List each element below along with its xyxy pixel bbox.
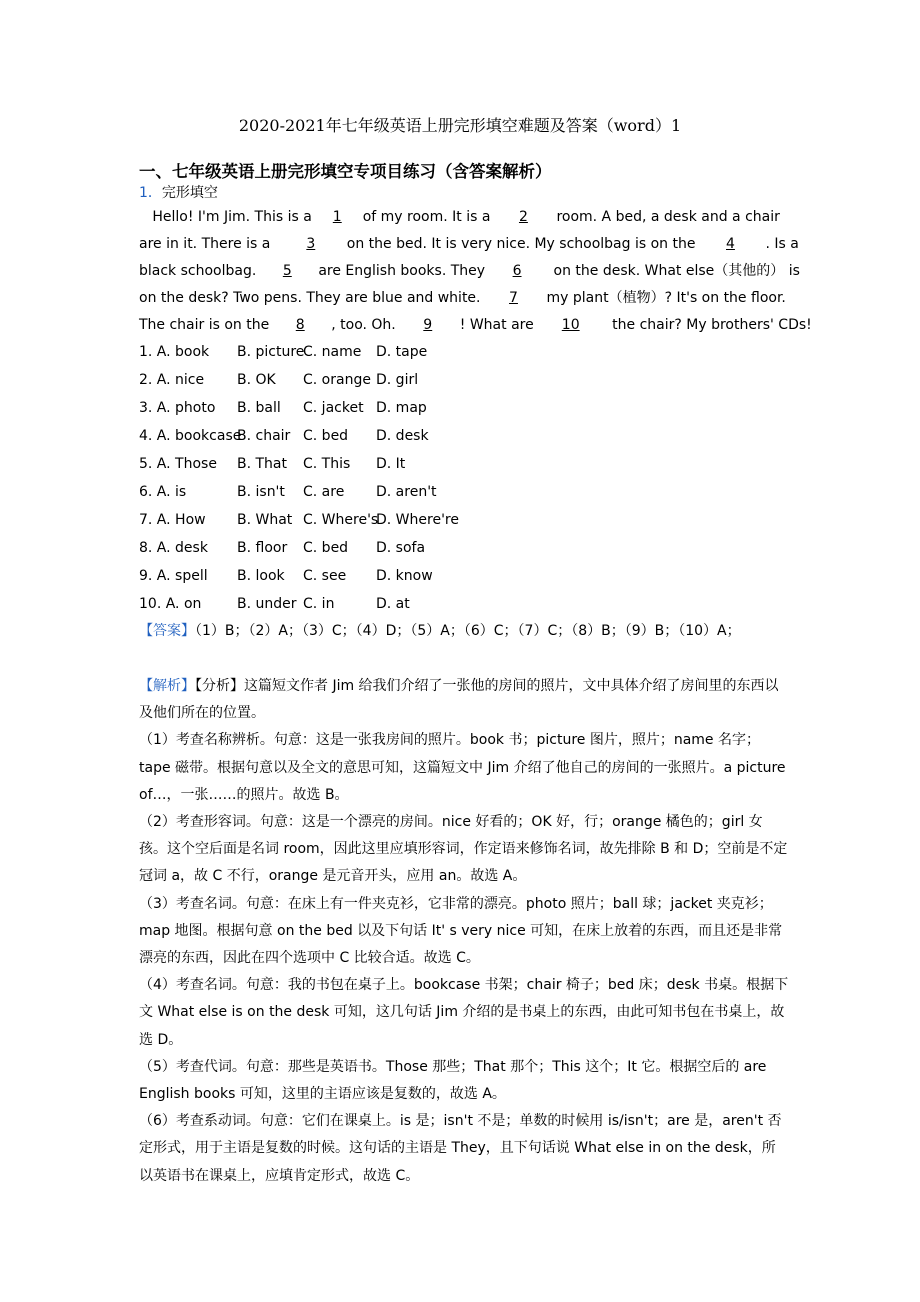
option-b: B. isn't [237, 484, 285, 500]
analysis-block [139, 673, 789, 1190]
passage-text: my plant（植物）? It's on the floor. [546, 290, 786, 306]
option-b: B. floor [237, 540, 288, 556]
passage-line [139, 258, 800, 285]
passage-line [139, 204, 791, 231]
option-c: C. name [303, 344, 362, 360]
option-b: B. ball [237, 400, 281, 416]
option-a: 7. A. How [139, 512, 206, 528]
question-header [139, 182, 218, 202]
option-c: C. orange [303, 372, 371, 388]
passage-line [139, 285, 791, 312]
blank-1: 1 [332, 209, 342, 225]
analysis-item: （3）考查名词。句意：在床上有一件夹克衫，它非常的漂亮。photo 照片；ball 球；jacket 夹克衫；map 地图。根据句意 on the bed 以及下句话 It' s very nice 可知，在床上放着的东西，而且还是非常漂亮的东西，因此在四个选项中 C 比较合适。故选 C。 [139, 895, 783, 967]
option-c: C. This [303, 456, 351, 472]
option-a: 3. A. photo [139, 400, 216, 416]
passage-text: , too. Oh. [331, 317, 396, 333]
blank-8: 8 [295, 317, 305, 333]
option-d: D. map [376, 400, 427, 416]
analysis-tag: 【解析】 [139, 678, 195, 694]
answer-block [139, 618, 791, 645]
option-d: D. desk [376, 428, 429, 444]
analysis-item: （2）考查形容词。句意：这是一个漂亮的房间。nice 好看的；OK 好，行；orange 橘色的；girl 女孩。这个空后面是名词 room，因此这里应填形容词，作定语来修饰名词，故先排除 B 和 D；空前是不定冠词 a，故 C 不行，orange 是元音开头，应用 an。故选 A。 [139, 814, 788, 885]
passage-text: of my room. It is a [358, 209, 491, 225]
option-a: 10. A. on [139, 596, 202, 612]
option-a: 5. A. Those [139, 456, 217, 472]
passage-text: . Is a [765, 236, 799, 252]
option-d: D. Where're [376, 512, 459, 528]
section-heading: 一、七年级英语上册完形填空专项目练习（含答案解析） [139, 162, 552, 181]
option-a: 8. A. desk [139, 540, 208, 556]
question-number: 1． [139, 185, 162, 201]
option-c: C. Where's [303, 512, 379, 528]
question-type: 完形填空 [161, 185, 218, 201]
option-d: D. girl [376, 372, 419, 388]
option-d: D. It [376, 456, 406, 472]
blank-2: 2 [518, 209, 528, 225]
passage-text: on the desk. What else（其他的） is [549, 263, 800, 279]
blank-6: 6 [512, 263, 522, 279]
option-c: C. are [303, 484, 345, 500]
passage-text: are in it. There is a [139, 236, 275, 252]
option-d: D. sofa [376, 540, 426, 556]
analysis-item: （4）考查名词。句意：我的书包在桌子上。bookcase 书架；chair 椅子；bed 床；desk 书桌。根据下文 What else is on the desk 可知，这几句话 Jim 介绍的是书桌上的东西，由此可知书包在书桌上，故选 D。 [139, 977, 789, 1048]
blank-4: 4 [726, 236, 735, 252]
passage-text: The chair is on the [139, 317, 270, 333]
option-c: C. jacket [303, 400, 364, 416]
option-b: B. That [237, 456, 287, 472]
option-b: B. under [237, 596, 297, 612]
passage-text: Hello! I'm Jim. This is a [152, 209, 317, 225]
passage-text: the chair? My brothers' CDs! [607, 317, 812, 333]
option-a: 2. A. nice [139, 372, 205, 388]
passage-line [139, 231, 799, 258]
option-b: B. chair [237, 428, 291, 444]
blank-7: 7 [509, 290, 518, 306]
passage-line [139, 312, 812, 339]
blank-5: 5 [282, 263, 292, 279]
option-b: B. OK [237, 372, 276, 388]
passage-text: ! What are [459, 317, 534, 333]
analysis-item: （5）考查代词。句意：那些是英语书。Those 那些；That 那个；This 这个；It 它。根据空后的 are English books 可知，这里的主语应该是复数的，故选 A。 [139, 1058, 767, 1103]
option-d: D. at [376, 596, 410, 612]
cloze-passage [139, 204, 812, 339]
option-b: B. look [237, 568, 285, 584]
option-c: C. see [303, 568, 347, 584]
option-a: 6. A. is [139, 484, 187, 500]
analysis-item: （1）考查名称辨析。句意：这是一张我房间的照片。book 书；picture 图片，照片；name 名字；tape 磁带。根据句意以及全文的意思可知，这篇短文中 Jim 介绍了他自己的房间的一张照片。a picture of…，一张……的照片。故选 B。 [139, 732, 786, 803]
option-c: C. in [303, 596, 335, 612]
option-d: D. tape [376, 344, 428, 360]
option-c: C. bed [303, 540, 349, 556]
option-d: D. know [376, 568, 433, 584]
option-b: B. What [237, 512, 293, 528]
analysis-item: （6）考查系动词。句意：它们在课桌上。is 是；isn't 不是；单数的时候用 is/isn't；are 是，aren't 否定形式，用于主语是复数的时候。这句话的主语是 They，且下句话说 What else in on the desk，所以英语书在课桌上，应填肯定形式，故选 C。 [139, 1113, 782, 1184]
passage-text: on the desk? Two pens. They are blue and white. [139, 290, 481, 306]
option-c: C. bed [303, 428, 349, 444]
blank-3: 3 [306, 236, 316, 252]
passage-text: are English books. They [318, 263, 486, 279]
passage-text: on the bed. It is very nice. My schoolbag is on the [346, 236, 696, 252]
option-a: 4. A. bookcase [139, 428, 242, 444]
answer-tag: 【答案】 [139, 623, 195, 639]
document-title: 2020-2021年七年级英语上册完形填空难题及答案（word）1 [238, 116, 682, 135]
passage-text: room. A bed, a desk and a chair [556, 209, 780, 225]
blank-10: 10 [561, 317, 580, 333]
answer-text: （1）B；（2）A；（3）C；（4）D；（5）A；（6）C；（7）C；（8）B；（9）B；（10）A； [195, 623, 741, 639]
passage-text: black schoolbag. [139, 263, 257, 279]
option-b: B. picture [237, 344, 305, 360]
blank-9: 9 [423, 317, 433, 333]
analysis-intro: 【解析】【分析】这篇短文作者 Jim 给我们介绍了一张他的房间的照片，文中具体介绍了房间里的东西以及他们所在的位置。 [139, 678, 779, 722]
option-a: 1. A. book [139, 344, 210, 360]
option-a: 9. A. spell [139, 568, 208, 584]
option-d: D. aren't [376, 484, 437, 500]
